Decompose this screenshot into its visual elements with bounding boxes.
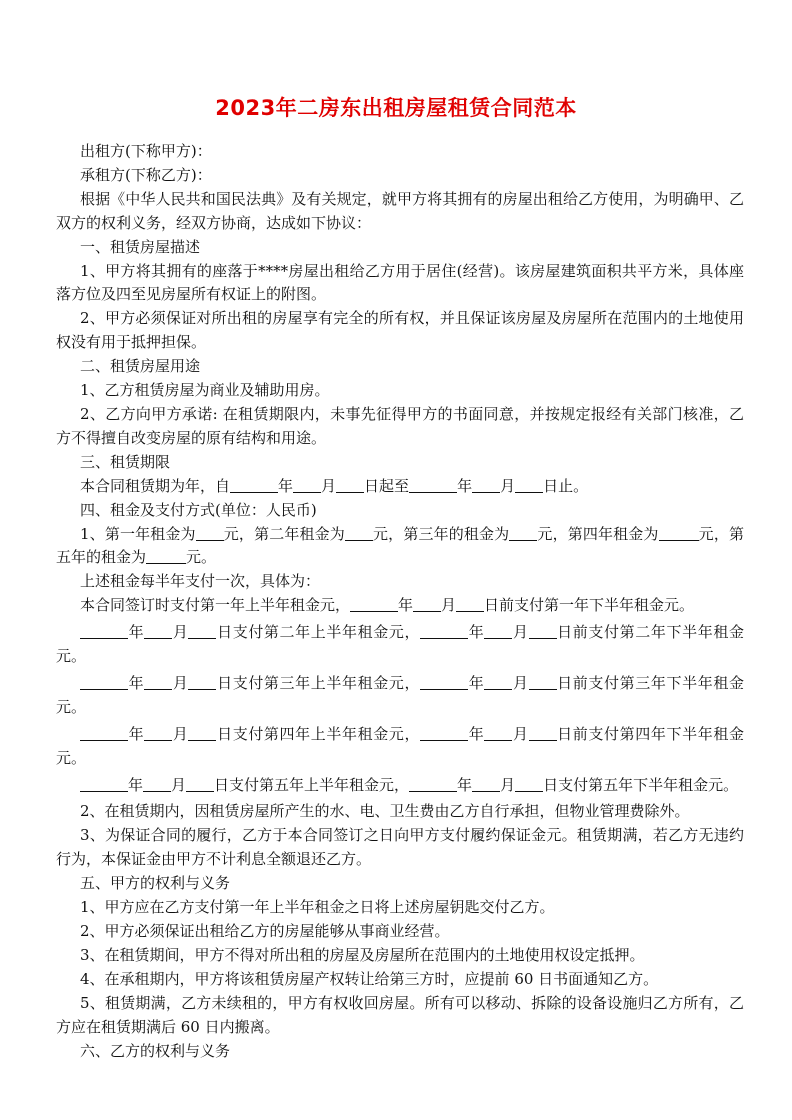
text: 年: [468, 673, 485, 692]
text: 元，第五年的租金为: [56, 524, 744, 567]
blank-field: [146, 547, 186, 564]
payment-line-2: [56, 621, 744, 669]
text: 年: [468, 724, 485, 743]
text: 日前支付第四年下半年租金元。: [56, 724, 744, 767]
clause: 3、为保证合同的履行，乙方于本合同签订之日向甲方支付履约保证金元。租赁期满，若乙方无违约行为，本保证金由甲方不计利息全额退还乙方。: [56, 826, 744, 869]
blank-field: [144, 673, 172, 690]
text: 年: [128, 775, 144, 794]
section-heading: 一、租赁房屋描述: [80, 237, 201, 256]
blank-field: [472, 775, 500, 792]
blank-field: [515, 476, 543, 493]
document-title: 2023年二房东出租房屋租赁合同范本: [215, 96, 577, 120]
text: 月: [172, 724, 189, 743]
blank-field: [80, 622, 128, 639]
text: 月: [500, 476, 516, 495]
blank-field: [456, 595, 484, 612]
blank-field: [80, 673, 128, 690]
clause: 2、乙方向甲方承诺: 在租赁期限内，未事先征得甲方的书面同意，并按规定报经有关部门核准，乙方不得擅自改变房屋的原有结构和用途。: [56, 404, 744, 447]
payment-line-5: [56, 774, 744, 798]
blank-field: [413, 595, 441, 612]
text: 元。: [186, 548, 217, 567]
text: 年: [278, 476, 294, 495]
text: 本合同签订时支付第一年上半年租金元，: [80, 596, 351, 615]
text: 日支付第五年下半年租金元。: [543, 775, 739, 794]
intro-paragraph: 根据《中华人民共和国民法典》及有关规定，就甲方将其拥有的房屋出租给乙方使用，为明确甲、乙双方的权利义务，经双方协商，达成如下协议：: [56, 189, 744, 232]
blank-field: [188, 622, 216, 639]
text: 年: [128, 673, 145, 692]
text: 日支付第二年上半年租金元，: [216, 623, 421, 642]
text: 日起至: [364, 476, 410, 495]
blank-field: [420, 673, 468, 690]
lease-term-clause: [56, 475, 744, 499]
blank-field: [336, 476, 364, 493]
blank-field: [484, 724, 512, 741]
text: 月: [512, 623, 529, 642]
blank-field: [529, 622, 557, 639]
blank-field: [188, 724, 216, 741]
clause: 2、在租赁期内，因租赁房屋所产生的水、电、卫生费由乙方自行承担，但物业管理费除外。: [80, 802, 690, 821]
section-heading: 六、乙方的权利与义务: [80, 1041, 231, 1060]
blank-field: [420, 724, 468, 741]
clause: 1、甲方将其拥有的座落于****房屋出租给乙方用于居住(经营)。该房屋建筑面积共平方米，具体座落方位及四至见房屋所有权证上的附图。: [56, 261, 744, 304]
text: 元，第三年的租金为: [372, 524, 510, 543]
blank-field: [484, 673, 512, 690]
text: 日前支付第二年下半年租金元。: [56, 623, 744, 666]
text: 月: [172, 673, 189, 692]
clause: 5、租赁期满，乙方未续租的，甲方有权收回房屋。所有可以移动、拆除的设备设施归乙方所有，乙方应在租赁期满后 60 日内搬离。: [56, 993, 744, 1036]
text: 月: [172, 623, 189, 642]
section-heading: 三、租赁期限: [80, 452, 171, 471]
text: 年: [128, 724, 145, 743]
blank-field: [80, 775, 128, 792]
text: 月: [321, 476, 337, 495]
clause: 1、乙方租赁房屋为商业及辅助用房。: [80, 381, 330, 400]
text: 月: [512, 673, 529, 692]
blank-field: [186, 775, 214, 792]
rent-amount-clause: [56, 523, 744, 571]
blank-field: [409, 775, 457, 792]
text: 元，第四年租金为: [537, 524, 659, 543]
blank-field: [196, 524, 224, 541]
text: 月: [512, 724, 529, 743]
lessee-line: 承租方(下称乙方)：: [80, 165, 212, 184]
payment-line-4: [56, 723, 744, 771]
contract-body: [56, 140, 744, 1063]
blank-field: [144, 622, 172, 639]
clause: 1、甲方应在乙方支付第一年上半年租金之日将上述房屋钥匙交付乙方。: [80, 898, 555, 917]
blank-field: [230, 476, 278, 493]
blank-field: [345, 524, 373, 541]
blank-field: [529, 673, 557, 690]
text: 日前支付第三年下半年租金元。: [56, 673, 744, 716]
blank-field: [529, 724, 557, 741]
text: 年: [468, 623, 485, 642]
clause: 3、在租赁期间，甲方不得对所出租的房屋及房屋所在范围内的土地使用权设定抵押。: [80, 945, 645, 964]
blank-field: [659, 524, 699, 541]
section-heading: 二、租赁房屋用途: [80, 357, 201, 376]
blank-field: [80, 724, 128, 741]
blank-field: [293, 476, 321, 493]
text: 日支付第三年上半年租金元，: [216, 673, 421, 692]
payment-line-1: [56, 594, 744, 618]
text: 本合同租赁期为年，自: [80, 476, 231, 495]
text: 元，第二年租金为: [223, 524, 345, 543]
clause: 4、在承租期内，甲方将该租赁房屋产权转让给第三方时，应提前 60 日书面通知乙方。: [80, 969, 659, 988]
text: 日支付第五年上半年租金元，: [214, 775, 410, 794]
text: 月: [441, 596, 457, 615]
text: 1、第一年租金为: [80, 524, 196, 543]
text: 月: [171, 775, 187, 794]
blank-field: [515, 775, 543, 792]
text: 年: [398, 596, 414, 615]
section-heading: 四、租金及支付方式(单位：人民币): [80, 500, 317, 519]
text: 日前支付第一年下半年租金元。: [484, 596, 695, 615]
blank-field: [509, 524, 537, 541]
blank-field: [409, 476, 457, 493]
blank-field: [350, 595, 398, 612]
blank-field: [143, 775, 171, 792]
text: 日止。: [543, 476, 589, 495]
blank-field: [420, 622, 468, 639]
clause: 2、甲方必须保证出租给乙方的房屋能够从事商业经营。: [80, 922, 450, 940]
blank-field: [144, 724, 172, 741]
text: 年: [457, 775, 473, 794]
blank-field: [188, 673, 216, 690]
blank-field: [472, 476, 500, 493]
clause: 2、甲方必须保证对所出租的房屋享有完全的所有权，并且保证该房屋及房屋所在范围内的土地使用权没有用于抵押担保。: [56, 309, 744, 352]
blank-field: [484, 622, 512, 639]
lessor-line: 出租方(下称甲方)：: [80, 142, 212, 160]
text: 日支付第四年上半年租金元，: [216, 724, 421, 743]
payment-line-3: [56, 672, 744, 720]
text: 年: [128, 623, 145, 642]
text: 年: [457, 476, 473, 495]
section-heading: 五、甲方的权利与义务: [80, 874, 231, 893]
text: 月: [500, 775, 516, 794]
payment-intro: 上述租金每半年支付一次，具体为：: [80, 572, 321, 591]
